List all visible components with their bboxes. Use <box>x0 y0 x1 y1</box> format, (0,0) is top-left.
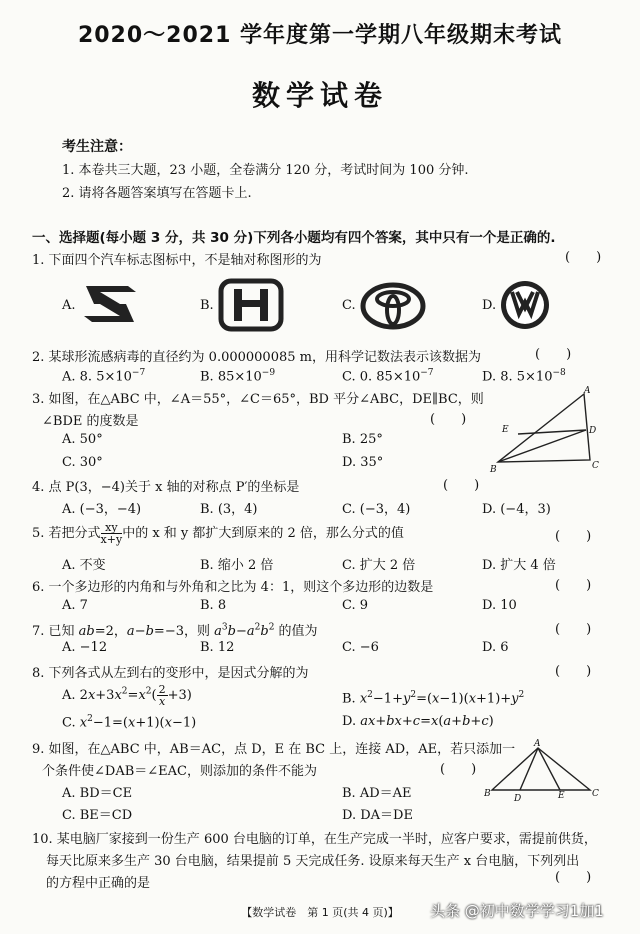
q9-option-b: B. AD＝AE <box>342 786 412 801</box>
notice-heading: 考生注意： <box>62 139 132 155</box>
q8-option-d: D. ax+bx+c=x(a+b+c) <box>342 714 494 729</box>
q8-option-c: C. $x^2-1=(x+1)(x-1)$ <box>62 714 197 731</box>
q5-suffix: 中的 x 和 y 都扩大到原来的 2 倍，那么分式的值 <box>122 526 404 541</box>
volkswagen-logo-icon <box>500 280 550 330</box>
question-8: 8. 下列各式从左到右的变形中，是因式分解的为 <box>32 666 309 681</box>
q2-option-a: A. 8. $5\times 10^{-7}$ <box>62 368 146 385</box>
question-10-line-3: 的方程中正确的是 <box>46 876 151 891</box>
q2-option-c: C. 0. $85\times 10^{-7}$ <box>342 368 434 385</box>
question-10-line-2: 每天比原来多生产 30 台电脑，结果提前 5 天完成任务. 设原来每天生产 x 台电脑，下列列出 <box>46 854 580 869</box>
answer-paren-1: ( ) <box>565 250 602 265</box>
q5-fraction-numerator: xy <box>101 522 123 534</box>
q9-label-c: C <box>592 789 599 799</box>
q9-label-a: A <box>534 739 541 749</box>
page-footer: 【数学试卷 第 1 页(共 4 页)】 <box>241 906 399 919</box>
notice-box <box>62 136 582 205</box>
answer-paren-9: ( ) <box>440 762 477 777</box>
q3-label-b: B <box>490 465 497 475</box>
q9-triangle-diagram <box>484 738 602 804</box>
q9-label-e: E <box>558 791 565 801</box>
q2-option-d: D. 8. $5\times 10^{-8}$ <box>482 368 566 385</box>
answer-paren-5: ( ) <box>555 529 592 544</box>
answer-paren-3: ( ) <box>430 412 467 427</box>
q4-option-a: A. (−3，−4) <box>62 502 142 517</box>
question-2: 2. 某球形流感病毒的直径约为 0.000000085 m，用科学记数法表示该数据为 <box>32 350 481 365</box>
question-9-line-1: 9. 如图，在△ABC 中，AB＝AC，点 D，E 在 BC 上，连接 AD，AE，若只添加一 <box>32 742 516 757</box>
q9-option-a: A. BD＝CE <box>62 786 133 801</box>
q6-option-a: A. 7 <box>62 598 88 613</box>
notice-item-1: 1. 本卷共三大题，23 小题，全卷满分 120 分，考试时间为 100 分钟. <box>62 163 469 178</box>
question-9-line-2: 个条件使∠DAB＝∠EAC，则添加的条件不能为 <box>42 764 317 779</box>
q2-option-b: B. $85\times 10^{-9}$ <box>200 368 276 385</box>
q6-option-b: B. 8 <box>200 598 227 613</box>
question-1: 1. 下面四个汽车标志图标中，不是轴对称图形的为 <box>32 253 322 268</box>
q3-label-a: A <box>584 386 591 396</box>
notice-item-2: 2. 请将各题答案填写在答题卡上. <box>62 186 252 201</box>
q5-fraction-denominator: x+y <box>100 533 123 546</box>
answer-paren-2: ( ) <box>535 347 572 362</box>
q9-option-c: C. BE＝CD <box>62 808 133 823</box>
q6-option-c: C. 9 <box>342 598 369 613</box>
answer-paren-10: ( ) <box>555 870 592 885</box>
q9-option-d: D. DA＝DE <box>342 808 413 823</box>
q5-option-c: C. 扩大 2 倍 <box>342 558 416 573</box>
q4-option-c: C. (−3，4) <box>342 502 411 517</box>
q9-label-d: D <box>514 794 522 804</box>
toyota-logo-icon <box>360 282 426 330</box>
q3-triangle-diagram <box>488 384 608 476</box>
q3-label-c: C <box>592 461 599 471</box>
exam-title: 2020～2021 学年度第一学期八年级期末考试 <box>77 23 563 48</box>
q1-option-c-label: C. <box>342 298 356 313</box>
q3-label-e: E <box>502 425 509 435</box>
q5-option-b: B. 缩小 2 倍 <box>200 558 274 573</box>
q3-label-d: D <box>589 426 597 436</box>
question-3-line-1: 3. 如图，在△ABC 中，∠A＝55°，∠C＝65°，BD 平分∠ABC，DE∥BC，则 <box>32 392 484 407</box>
q8-option-b: B. $x^2-1+y^2=(x-1)(x+1)+y^2$ <box>342 690 525 707</box>
q3-option-b: B. 25° <box>342 432 383 447</box>
question-5 <box>32 522 404 545</box>
q5-option-d: D. 扩大 4 倍 <box>482 558 556 573</box>
honda-logo-icon <box>218 278 284 332</box>
q7-option-a: A. −12 <box>62 640 108 655</box>
q1-option-a-label: A. <box>62 298 76 313</box>
q3-option-d: D. 35° <box>342 455 384 470</box>
question-6: 6. 一个多边形的内角和与外角和之比为 4：1，则这个多边形的边数是 <box>32 580 434 595</box>
q6-option-d: D. 10 <box>482 598 517 613</box>
question-3-line-2: ∠BDE 的度数是 <box>42 414 139 429</box>
question-4: 4. 点 P(3，−4)关于 x 轴的对称点 P′的坐标是 <box>32 480 300 495</box>
question-10-line-1: 10. 某电脑厂家接到一份生产 600 台电脑的订单，在生产完成一半时，应客户要求，需提前供货， <box>32 832 597 847</box>
q4-option-b: B. (3，4) <box>200 502 258 517</box>
watermark: 头条 @初中数学学习1加1 <box>430 902 604 920</box>
q7-option-d: D. 6 <box>482 640 509 655</box>
answer-paren-8: ( ) <box>555 664 592 679</box>
q7-option-c: C. −6 <box>342 640 379 655</box>
q5-option-a: A. 不变 <box>62 558 106 573</box>
q5-prefix: 5. 若把分式 <box>32 526 101 541</box>
q4-option-d: D. (−4，3) <box>482 502 551 517</box>
answer-paren-7: ( ) <box>555 622 592 637</box>
q3-option-a: A. 50° <box>62 432 103 447</box>
suzuki-logo-icon <box>80 278 140 330</box>
q1-option-d-label: D. <box>482 298 497 313</box>
q1-option-b-label: B. <box>200 298 214 313</box>
q3-option-c: C. 30° <box>62 455 103 470</box>
q7-option-b: B. 12 <box>200 640 235 655</box>
section-heading: 一、选择题(每小题 3 分，共 30 分)下列各小题均有四个答案，其中只有一个是正确的. <box>32 230 556 246</box>
q5-fraction <box>101 522 123 545</box>
answer-paren-4: ( ) <box>443 478 480 493</box>
question-7: 7. 已知 ab=2，a−b=−3，则 $a^3b-a^2b^2$ 的值为 <box>32 622 318 639</box>
q8-option-a: A. $2x+3x^2=x^2$( $\frac{2}{x}$ +3) <box>62 683 192 708</box>
answer-paren-6: ( ) <box>555 578 592 593</box>
exam-subtitle: 数学试卷 <box>251 79 388 112</box>
q9-label-b: B <box>484 789 491 799</box>
